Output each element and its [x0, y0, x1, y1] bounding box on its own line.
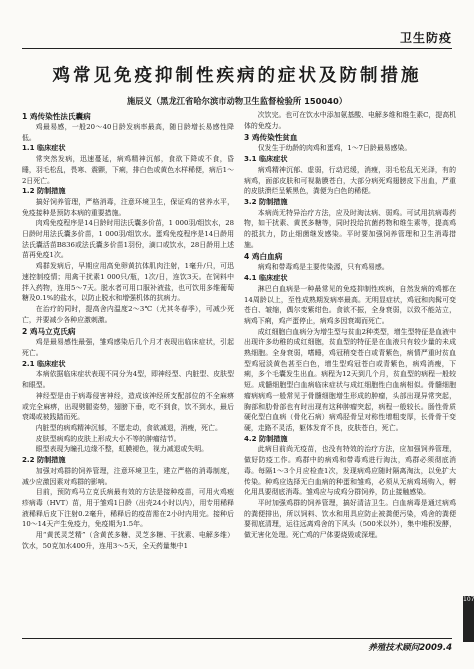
right-column — [244, 110, 456, 630]
paragraph: 淋巴白血病是一种最常见的免疫抑制性疾病，自然发病的鸡都在14周龄以上，至性成熟期发病率最高。无明显症状，鸡冠和肉髯可变苍白、皱缩，偶尔变紫绀色。食欲不振，全身衰弱，以致不能站立，病鸡下痢，鸡产蛋停止，病鸡多因衰竭而死亡。 — [244, 284, 456, 325]
paragraph: 用“黄芪灵芝精”（含黄芪多糖、灵芝多糖、干扰素、电解多维）饮水，50克加水400升，连用3～5天，全天药量集中1 — [22, 531, 234, 550]
paragraph: 皮肤型病鸡的皮肤上形成大小不等的肿瘤结节。 — [35, 434, 181, 443]
paragraph: 病鸡精神沉郁、虚弱，行动迟缓，消瘦，羽毛松乱无光泽，有的病鸡，面部皮肤和可视黏膜苍白，大部分病死鸡翅膀皮下出血，严重的皮肤溃烂呈紫黑色，粪便为白色的稀便。 — [244, 165, 456, 196]
paragraph: 目前，预防鸡马立克氏病最有效的方法是接种疫苗，可用火鸡疱疹病毒（HVT）苗，用于雏鸡1日龄（出壳24小时以内），用专用稀释液稀释后皮下注射0.2毫升，稀释后的疫苗需在2小时内用完。接种后10～14天产生免疫力，免疫期为1.5年。 — [22, 488, 234, 529]
article-title: 鸡常见免疫抑制性疾病的症状及防制措施 — [52, 66, 422, 86]
section-tag: 卫生防疫 — [394, 28, 452, 48]
paragraph: 加强对鸡群的饲养管理，注意环境卫生，建立严格的消毒制度，减少应激因素对鸡群的影响。 — [22, 466, 234, 486]
subsection-heading: 1.1 临床症状 — [22, 143, 66, 153]
paragraph: 搞好饲养管理，严格消毒，注意环境卫生，保证鸡的营养水平，免疫接种是预防本病的重要措施。 — [22, 197, 234, 217]
subsection-heading: 3.1 临床症状 — [244, 154, 288, 164]
left-column — [22, 110, 234, 630]
paragraph: 眼型表现为瞳孔边缘不整，虹膜褪色，视力减退或失明。 — [35, 445, 209, 454]
journal-name: 养殖技术顾问2009.4 — [368, 643, 452, 653]
paragraph: 内脏型的病鸡精神沉郁，不愿走动，食欲减退，消瘦，死亡。 — [35, 423, 222, 432]
subsection-heading: 2.1 临床症状 — [22, 358, 66, 368]
paragraph: 此病目前尚无疫苗，也没有特效的治疗方法，应加强饲养管理，做好防疫工作。鸡群中的病鸡和带毒鸡进行淘汰，鸡群必须彻底消毒。每隔1～3个月应检查1次，发现病鸡应随时隔离淘汰，以免扩大传染。种鸡应选择无白血病的种蛋和雏鸡，必须从无病鸡场购入，孵化用具要彻底消毒。雏鸡应与成鸡分群饲养，防止接触感染。 — [244, 445, 456, 497]
paragraph: 本病依据临床症状表现不同分为4型，即神经型、内脏型、皮肤型和眼型。 — [22, 370, 234, 390]
paragraph: 次饮完。也可在饮水中添加氨基酸、电解多维和维生素C，提高机体的免疫力。 — [244, 111, 456, 130]
section-heading: 2 鸡马立克氏病 — [22, 327, 76, 337]
paragraph: 平时加强鸡群的饲养管理，搞好清洁卫生。白血病毒是通过病鸡的粪便排出，所以饲料、饮水和用具应防止被粪便污染，鸡舍的粪便要彻底清理，运往远离鸡舍的下风头（500米以外），集中堆积发酵，做无害化处理。死亡鸡的尸体要烧毁或深埋。 — [244, 498, 456, 540]
subsection-heading: 1.2 防制措施 — [22, 186, 66, 196]
paragraph: 病鸡和带毒鸡是主要传染源，只有鸡易感。 — [257, 263, 389, 272]
running-header — [0, 28, 474, 52]
subsection-heading: 3.2 防制措施 — [244, 196, 288, 206]
paragraph: 肉鸡免疫程序是14日龄时用法氏囊多价苗，1 000羽/组饮水，28日龄时用法氏囊多价苗，1 000羽/组饮水。蛋鸡免疫程序是14日龄用法氏囊活苗B836或法氏囊多价苗1羽份，滴口或饮水，28日龄用上述苗再免疫1次。 — [22, 219, 234, 260]
article-author: 施辰义（黑龙江省哈尔滨市动物卫生监督检验所 150040） — [126, 96, 348, 106]
section-heading: 3 鸡传染性贫血 — [244, 133, 298, 143]
footer-rule — [22, 638, 452, 639]
paragraph: 神经型是由于病毒侵害神经，造成该神经所支配部位的不全麻痹或完全麻痹，出现劈腿姿势，翅膀下垂，吃不到食，饮不到水，最后衰竭或被践踏而死。 — [22, 391, 234, 422]
subsection-heading: 4.2 防制措施 — [244, 433, 288, 443]
subsection-heading: 2.2 防制措施 — [22, 455, 66, 465]
running-footer — [0, 638, 474, 658]
paragraph: 鸡最易感，一般20～40日龄发病率最高，随日龄增长易感性降低。 — [22, 123, 234, 142]
paragraph: 常突然发病，迅速蔓延，病鸡精神沉郁，食欲下降或不食，昏睡，羽毛松乱，畏寒、震颤，下痢，排白色或黄色水样稀便，病后1～2日死亡。 — [22, 155, 234, 185]
paragraph: 在治疗的同时，提高舍内温度2～3℃（尤其冬春季），可减少死亡，并要减少各种应激刺激。 — [22, 304, 234, 324]
paragraph: 成红细胞白血病分为增生型与贫血2种类型，增生型特征是血液中出现许多幼稚的成红细胞，贫血型的特征是在血液只有较少量的未成熟细胞。全身衰弱，嗜睡，鸡冠稍变苍白或青紫色，病情严重时贫血型鸡冠淡黄色甚至白色，增生型鸡冠苍白或青紫色，病鸡消瘦，下痢，多个毛囊发生出血。病程为12天到几个月，贫血型的病程一般较短。成髓细胞型白血病临床症状与成红细胞性白血病相似。骨髓细胞瘤病病鸡一般常见于骨髓细胞增生形成的肿瘤，头部出现异常突起，胸部和肋骨部也有时出现有这种肿瘤突起，病程一般较长。肠性骨质硬化型白血病（骨化石病）病鸡胫骨呈对称性增粗变厚，长骨骨干变硬，走路不灵活，躯体发育不良，皮肤苍白，死亡。 — [244, 327, 456, 432]
paragraph: 鸡群发病后，早期应用高免卵黄抗体肌肉注射，1毫升/只，可迅速控制疫情；用禽干扰素1 000只/瓶，1次/日，连饮3天。在饲料中拌入药物，连用5～7天。脱水者可用口服补液盐，也可饮用多维葡萄糖及0.1%的盐水，以防止脱水和增强机体的抗病力。 — [22, 262, 234, 303]
paragraph: 仅发生于幼龄的肉鸡和蛋鸡，1～7日龄最易感染。 — [257, 144, 412, 153]
section-heading: 1 鸡传染性法氏囊病 — [22, 112, 91, 121]
header-rule — [22, 48, 452, 49]
subsection-heading: 4.1 临床症状 — [244, 273, 288, 283]
paragraph: 鸡是最易感性最强，雏鸡感染后几个月才表现出临床症状，引起死亡。 — [22, 338, 234, 358]
section-heading: 4 鸡白血病 — [244, 252, 283, 262]
paragraph: 本病尚无特异治疗方法，应及时淘汰病、弱鸡。可试用抗病毒药物，如干扰素、黄芪多糖等，同时投给抗菌药物和维生素等，提高鸡的抵抗力，防止细菌继发感染。平时要加强饲养管理和卫生消毒措施。 — [244, 208, 456, 249]
page-edge-tab: 107 — [463, 596, 474, 642]
